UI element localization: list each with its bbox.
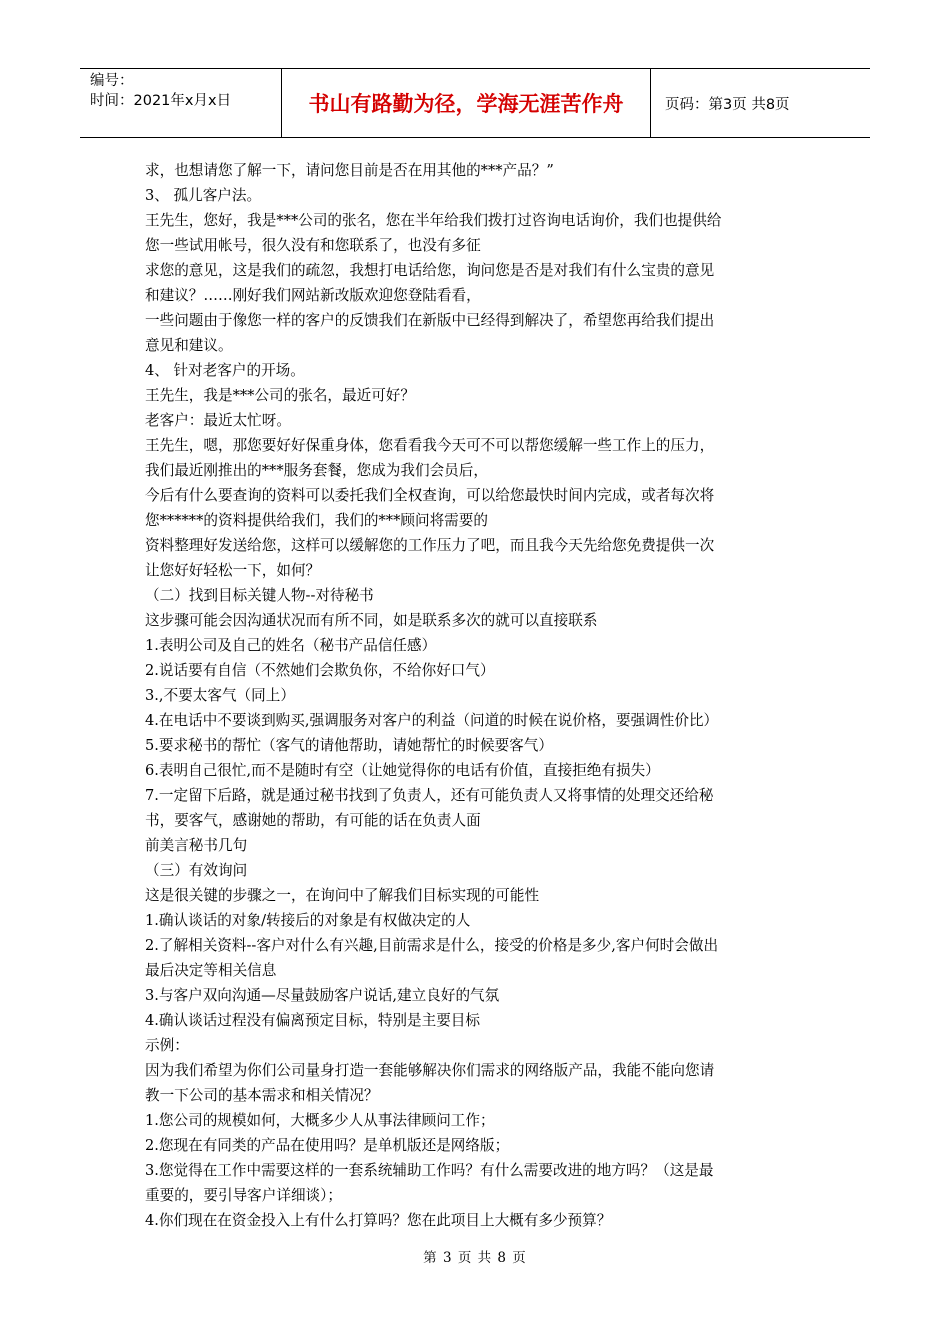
text-line: 意见和建议。 (145, 337, 233, 354)
header-page-number: 页码：第3页 共8页 (665, 96, 790, 113)
text-line: 老客户：最近太忙呀。 (145, 412, 291, 429)
text-line: 书，要客气，感谢她的帮助，有可能的话在负责人面 (145, 812, 481, 829)
text-line: 3.与客户双向沟通—尽量鼓励客户说话,建立良好的气氛 (145, 987, 500, 1004)
text-line: 5.要求秘书的帮忙（客气的请他帮助，请她帮忙的时候要客气） (145, 737, 553, 754)
text-line: 7.一定留下后路，就是通过秘书找到了负责人，还有可能负责人又将事情的处理交还给秘 (145, 787, 714, 804)
text-line: 最后决定等相关信息 (145, 962, 277, 979)
text-line: 3、 孤儿客户法。 (145, 187, 262, 204)
text-line: 您一些试用帐号，很久没有和您联系了，也没有多征 (145, 237, 481, 254)
text-line: 教一下公司的基本需求和相关情况？ (145, 1087, 379, 1104)
text-line: 您******的资料提供给我们，我们的***顾问将需要的 (145, 512, 488, 529)
document-body (145, 158, 810, 1233)
text-line: 求您的意见，这是我们的疏忽，我想打电话给您，询问您是否是对我们有什么宝贵的意见 (145, 262, 715, 279)
text-line: 王先生，嗯，那您要好好保重身体，您看看我今天可不可以帮您缓解一些工作上的压力， (145, 437, 715, 454)
text-line: （二）找到目标关键人物--对待秘书 (145, 587, 374, 604)
text-line: 4.你们现在在资金投入上有什么打算吗？您在此项目上大概有多少预算？ (145, 1212, 612, 1229)
text-line: 1.确认谈话的对象/转接后的对象是有权做决定的人 (145, 912, 471, 929)
text-line: 王先生，我是***公司的张名，最近可好？ (145, 387, 415, 404)
text-line: 这是很关键的步骤之一，在询问中了解我们目标实现的可能性 (145, 887, 540, 904)
text-line: 1.您公司的规模如何，大概多少人从事法律顾问工作； (145, 1112, 495, 1129)
text-line: 示例： (145, 1037, 189, 1054)
text-line: 我们最近刚推出的***服务套餐，您成为我们会员后， (145, 462, 488, 479)
text-line: 一些问题由于像您一样的客户的反馈我们在新版中已经得到解决了，希望您再给我们提出 (145, 312, 715, 329)
text-line: 1.表明公司及自己的姓名（秘书产品信任感） (145, 637, 437, 654)
page-footer: 第 3 页 共 8 页 (423, 1250, 527, 1266)
text-line: 因为我们希望为你们公司量身打造一套能够解决你们需求的网络版产品，我能不能向您请 (145, 1062, 715, 1079)
header-motto: 书山有路勤为径，学海无涯苦作舟 (282, 69, 651, 137)
text-line: 6.表明自己很忙,而不是随时有空（让她觉得你的电话有价值，直接拒绝有损失） (145, 762, 660, 779)
text-line: （三）有效询问 (145, 862, 248, 879)
text-line: 2.了解相关资料--客户对什么有兴趣,目前需求是什么，接受的价格是多少,客户何时会做出 (145, 937, 719, 954)
text-line: 4.确认谈话过程没有偏离预定目标，特别是主要目标 (145, 1012, 480, 1029)
text-line: 4.在电话中不要谈到购买,强调服务对客户的利益（问道的时候在说价格，要强调性价比） (145, 712, 719, 729)
text-line: 让您好好轻松一下，如何？ (145, 562, 321, 579)
text-line: 2.您现在有同类的产品在使用吗？是单机版还是网络版； (145, 1137, 510, 1154)
text-line: 3.,不要太客气（同上） (145, 687, 295, 704)
text-line: 3.您觉得在工作中需要这样的一套系统辅助工作吗？有什么需要改进的地方吗？（这是最 (145, 1162, 714, 1179)
text-line: 重要的，要引导客户详细谈）； (145, 1187, 343, 1204)
document-number-label: 编号： (90, 73, 134, 89)
header-meta (80, 69, 282, 137)
text-line: 今后有什么要查询的资料可以委托我们全权查询，可以给您最快时间内完成，或者每次将 (145, 487, 715, 504)
text-line: 前美言秘书几句 (145, 837, 248, 854)
text-line: 王先生，您好，我是***公司的张名，您在半年给我们拨打过咨询电话询价，我们也提供给 (145, 212, 722, 229)
text-line: 求，也想请您了解一下，请问您目前是否在用其他的***产品？” (145, 162, 554, 179)
text-line: 资料整理好发送给您，这样可以缓解您的工作压力了吧，而且我今天先给您免费提供一次 (145, 537, 715, 554)
text-line: 4、 针对老客户的开场。 (145, 362, 305, 379)
document-date-label: 时间：2021年x月x日 (90, 93, 232, 109)
page-header (80, 68, 870, 138)
text-line: 这步骤可能会因沟通状况而有所不同，如是联系多次的就可以直接联系 (145, 612, 598, 629)
text-line: 2.说话要有自信（不然她们会欺负你，不给你好口气） (145, 662, 495, 679)
text-line: 和建议？……刚好我们网站新改版欢迎您登陆看看， (145, 287, 481, 304)
